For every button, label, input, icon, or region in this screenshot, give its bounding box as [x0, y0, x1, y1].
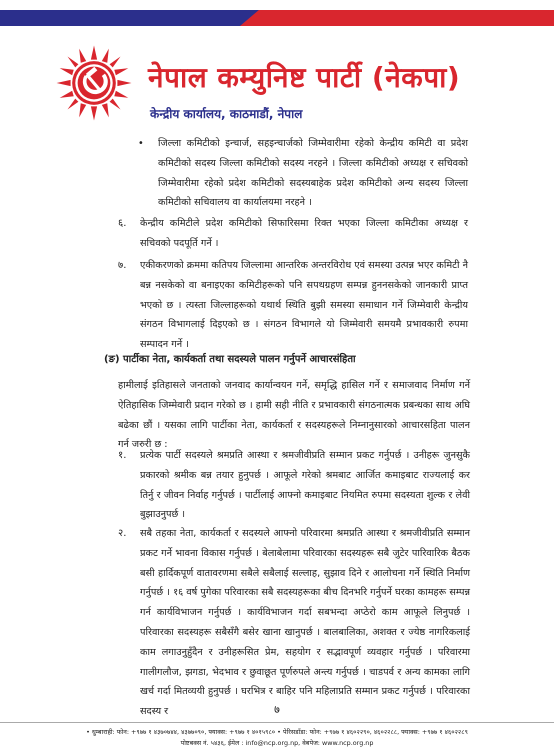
point-number: १.: [118, 450, 127, 461]
point-text: सबै तहका नेता, कार्यकर्ता र सदस्यले आफ्नो परिवारमा श्रमप्रति आस्था र श्रमजीवीप्रति सम्मान प्रकट गर्ने भावना विकास गर्नुपर्छ । बेलाबेलामा परिवारका सदस्यहरू सबै जुटेर पारिवारिक बैठक बसी हार्दिकपूर्ण वातावरणमा सबैले सबैलाई सल्लाह, सुझाव दिने र आलोचना गर्ने स्थिति निर्माण गर्नुपर्छ । १६ वर्ष पुगेका परिवारका सबै सदस्यहरूका बीच दिनभरि गर्नुपर्ने घरका कामहरू सम्पन्न गर्न कार्यविभाजन गर्नुपर्छ । कार्यविभाजन गर्दा सबभन्दा अप्ठेरो काम आफूले लिनुपर्छ । परिवारका सदस्यहरू सबैसँगै बसेर खाना खानुपर्छ । बालबालिका, अशक्त र ज्येष्ठ नागरिकलाई काम लगाउनुहुँदैन र उनीहरूसित प्रेम, सहयोग र सद्भावपूर्ण व्यवहार गर्नुपर्छ । परिवारमा गालीगलौज, झगडा, भेदभाव र छुवाछूत पूर्णरुपले अन्त्य गर्नुपर्छ । चाडपर्व र अन्य कामका लागि खर्च गर्दा मितव्ययी हुनुपर्छ । घरभित्र र बाहिर पनि महिलाप्रति सम्मान प्रकट गर्नुपर्छ । परिवारका सदस्य र: [140, 528, 470, 718]
point-text: प्रत्येक पार्टी सदस्यले श्रमप्रति आस्था र श्रमजीवीप्रति सम्मान प्रकट गर्नुपर्छ । उनीहरू जुनसुकै प्रकारको श्रमीक बन्न तयार हुनुपर्छ । आफूले गरेको श्रमबाट आर्जित कमाइबाट राज्यलाई कर तिर्नु र जीवन निर्वाह गर्नुपर्छ । पार्टीलाई आफ्नो कमाइबाट नियमित रुपमा सदस्यता शुल्क र लेवी बुझाउनुपर्छ ।: [140, 450, 470, 521]
page-number: ७: [274, 703, 280, 716]
red-band: [240, 10, 554, 26]
party-name: नेपाल कम्युनिष्ट पार्टी (नेकपा): [148, 61, 461, 94]
top-color-band: [0, 0, 554, 28]
section-heading: (ङ) पार्टीका नेता, कार्यकर्ता तथा सदस्यले पालन गर्नुपर्ने आचारसंहिता: [104, 354, 356, 365]
office-address: केन्द्रीय कार्यालय, काठमाडौं, नेपाल: [150, 107, 303, 121]
item-number: ६.: [118, 218, 127, 229]
bullet-symbol: •: [138, 138, 144, 149]
point-number: २.: [118, 528, 127, 539]
item-number: ७.: [118, 260, 127, 271]
footer-line-2: पोष्टबक्स नं. ५४३६, ईमेल : info@ncp.org.np, वेबपेज: www.ncp.org.np: [180, 739, 374, 747]
numbered-item-text: केन्द्रीय कमिटीले प्रदेश कमिटीको सिफारिसमा रिक्त भएका जिल्ला कमिटीका अध्यक्ष र सचिवको पदपूर्ति गर्ने ।: [140, 218, 468, 249]
section-intro: हामीलाई इतिहासले जनताको जनवाद कार्यान्वयन गर्ने, समृद्धि हासिल गर्ने र समाजवाद निर्माण गर्ने ऐतिहासिक जिम्मेवारी प्रदान गरेको छ । हामी सही नीति र प्रभावकारी संगठनात्मक प्रबन्धका साथ अघि बढेका छौं । यसका लागि पार्टीका नेता, कार्यकर्ता र सदस्यहरूले निम्नानुसारको आचारसहिता पालन गर्न जरुरी छ :: [118, 380, 470, 451]
footer-line-1: • धुम्बाराही: फोन: +९७७ १ ४३७०७४४, ४३७७०९०, फ्याक्स: +९७७ १ ४०१५९८० • पेरिसडाँडा: फोन: +९७७ १ ४६०२२९०, ४६०२२८८, फ्याक्स: +९७७ १ ४६०२२८९: [86, 728, 468, 736]
document-body: [0, 128, 554, 718]
footer-contact: [0, 722, 554, 749]
numbered-item-text: एकीकरणको क्रममा कतिपय जिल्लामा आन्तरिक अन्तरविरोध एवं समस्या उत्पन्न भएर कमिटी नै बन्न नसकेको वा बनाइएका कमिटीहरूको पनि सपथग्रहण सम्पन्न हुननसकेको जानकारी प्राप्त भएको छ । त्यस्ता जिल्लाहरूको यथार्थ स्थिति बुझी समस्या समाधान गर्ने जिम्मेवारी केन्द्रीय संगठन विभागलाई दिइएको छ । संगठन विभागले यो जिम्मेवारी समयमै प्रभावकारी रुपमा सम्पादन गर्ने ।: [140, 260, 468, 351]
bullet-paragraph: [138, 134, 468, 213]
hammer-sickle-sun-icon: [55, 44, 133, 122]
blue-band: [0, 10, 260, 26]
bullet-text: जिल्ला कमिटीको इन्चार्ज, सहइन्चार्जको जिम्मेवारीमा रहेको केन्द्रीय कमिटी वा प्रदेश कमिटीको सदस्य जिल्ला कमिटीको सदस्य नरहने । जिल्ला कमिटीको अध्यक्ष र सचिवको जिम्मेवारीमा रहेको प्रदेश कमिटीको सदस्यबाहेक प्रदेश कमिटीको अन्य सदस्य जिल्ला कमिटीको सचिवालय वा कार्यालयमा नरहने ।: [158, 138, 468, 209]
